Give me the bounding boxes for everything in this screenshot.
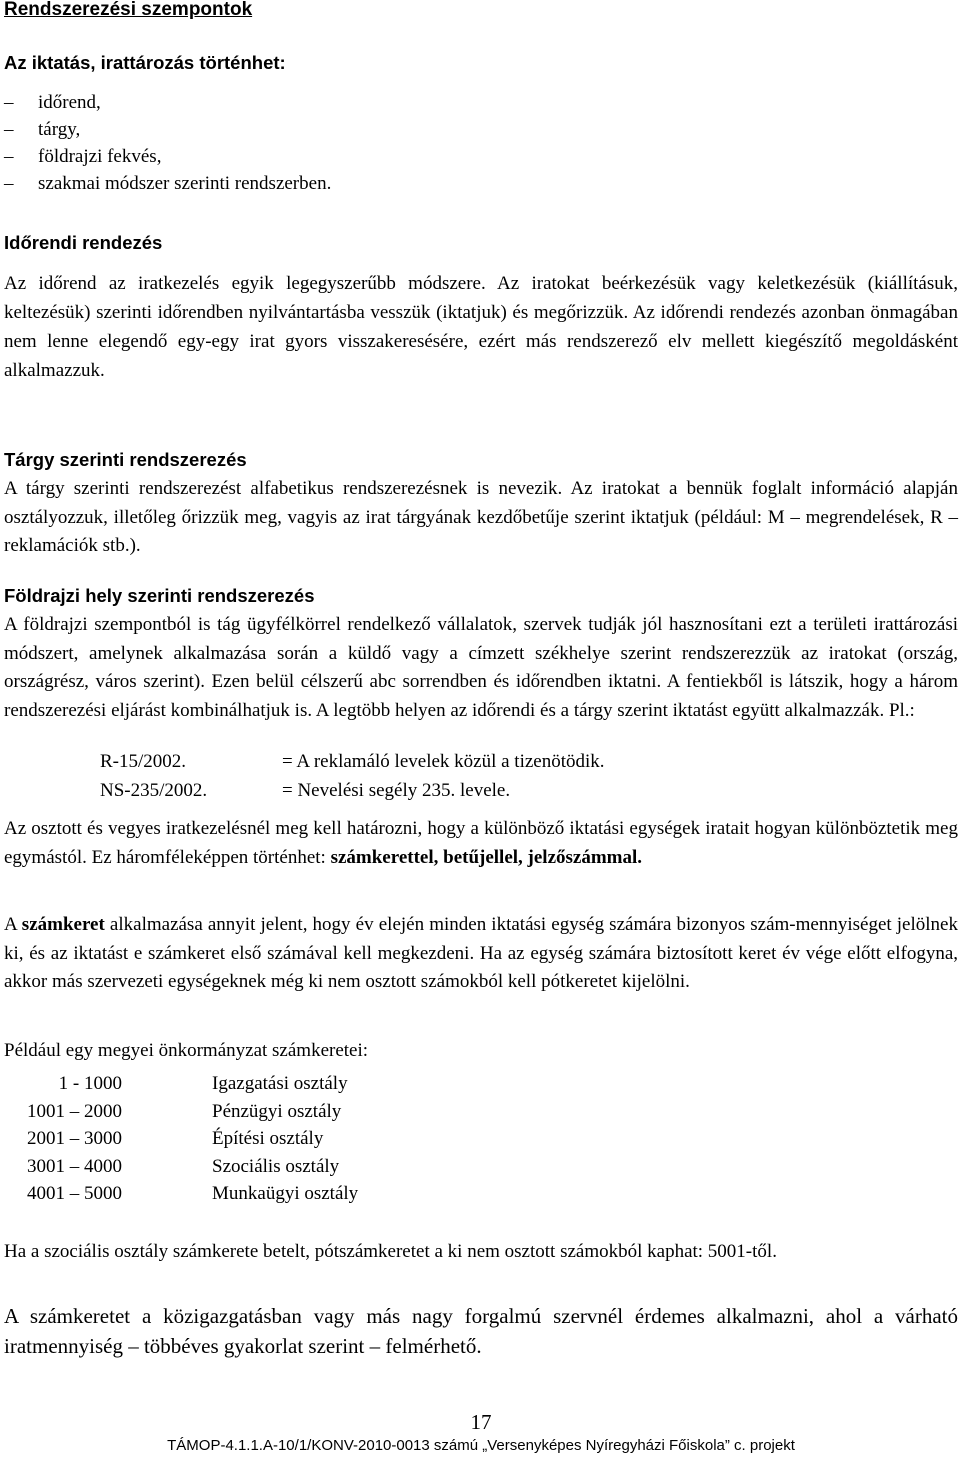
frame-dept: Építési osztály — [212, 1128, 324, 1149]
frame-row — [4, 1070, 604, 1098]
example-code: NS-235/2002. — [100, 780, 208, 801]
example-desc: = Nevelési segély 235. levele. — [282, 780, 511, 801]
page-footer: TÁMOP-4.1.1.A-10/1/KONV-2010-0013 számú „Versenyképes Nyíregyházi Főiskola” c. projekt — [167, 1437, 795, 1454]
distributed-methods: számkerettel, betűjellel, jelzőszámmal. — [330, 847, 643, 868]
paragraph-numframe — [4, 911, 958, 997]
paragraph-distributed — [4, 814, 958, 872]
frame-row — [4, 1098, 604, 1126]
frame-range: 3001 – 4000 — [27, 1156, 122, 1177]
paragraph-closing: A számkeretet a közigazgatásban vagy más nagy forgalmú szervnél érdemes alkalmazni, ahol a várható iratmennyiség – többéves gyakorlat szerint – felmérhető. — [4, 1304, 958, 1358]
paragraph-social-note: Ha a szociális osztály számkerete betelt, pótszámkeretet a ki nem osztott számokból kaphat: 5001-től. — [4, 1241, 777, 1262]
example-code: R-15/2002. — [100, 751, 187, 772]
numframe-pre: A — [4, 914, 22, 935]
list-item: – időrend, — [4, 89, 958, 116]
numframe-text: alkalmazása annyit jelent, hogy év elején minden iktatási egység számára bizonyos szám-mennyiséget jelölnek ki, és az iktatást e számkeret első számával kell megkezdeni. Ha az egység számára biztosított keret év vége előtt elfogyna, akkor más szervezeti egységeknek még ki nem osztott számokból kell pótkeretet kijelölni. — [4, 914, 958, 992]
page-title: Rendszerezési szempontok — [4, 0, 253, 20]
frame-dept: Pénzügyi osztály — [212, 1101, 342, 1122]
frame-range: 4001 – 5000 — [27, 1183, 122, 1204]
frame-range: 1001 – 2000 — [27, 1101, 122, 1122]
distributed-text: Az osztott és vegyes iratkezelésnél meg kell határozni, hogy a különböző iktatási egységek iratait hogyan különböztetik meg egymástól. Ez háromféleképpen történhet: — [4, 818, 958, 868]
example-intro: Például egy megyei önkormányzat számkeretei: — [4, 1040, 369, 1061]
page-number: 17 — [470, 1410, 492, 1434]
section-heading-chrono: Időrendi rendezés — [4, 232, 163, 253]
frame-range: 1 - 1000 — [58, 1073, 122, 1094]
example-desc: = A reklamáló levelek közül a tizenötödik. — [282, 751, 605, 772]
frame-dept: Igazgatási osztály — [212, 1073, 348, 1094]
paragraph-chrono: Az időrend az iratkezelés egyik legegyszerűbb módszere. Az iratokat beérkezésük vagy keletkezésük (kiállításuk, keltezésük) szerinti időrendben nyilvántartásba vesszük (iktatjuk) és megőrizzük. Az időrendi rendezés azonban önmagában nem lenne elegendő egy-egy irat gyors visszakeresésére, ezért más rendszerező elv mellett kiegészítő megoldásként alkalmazzuk. — [4, 273, 958, 381]
section-heading-geo: Földrajzi hely szerinti rendszerezés — [4, 585, 315, 606]
paragraph-subject: A tárgy szerinti rendszerezést alfabetikus rendszerezésnek is nevezik. Az iratokat a bennük foglalt információ alapján osztályozzuk, illetőleg őrizzük meg, vagyis az irat tárgyának kezdőbetűje szerint iktatjuk (például: M – megrendelések, R – reklamációk stb.). — [4, 478, 958, 556]
frame-row — [4, 1180, 604, 1208]
list-item: – tárgy, — [4, 116, 958, 143]
frame-row — [4, 1153, 604, 1181]
frame-dept: Szociális osztály — [212, 1156, 340, 1177]
list-item: – földrajzi fekvés, — [4, 143, 958, 170]
criteria-list — [4, 89, 958, 197]
paragraph-geo: A földrajzi szempontból is tág ügyfélkörrel rendelkező vállalatok, szervek tudják jól hasznosítani ezt a területi irattározási módszert, amelynek alkalmazása során a küldő vagy a címzett székhelye szerint rendszerezzük az iratokat (ország, országrész, város szerint). Ezen belül célszerű abc sorrendben és időrendben iktatni. A fentiekből is látszik, hogy a három rendszerezési eljárást kombinálhatjuk is. A legtöbb helyen az időrendi és a tárgy szerint iktatást együtt alkalmazzák. Pl.: — [4, 614, 958, 721]
frame-range: 2001 – 3000 — [27, 1128, 122, 1149]
numframe-term: számkeret — [21, 914, 105, 935]
frame-row — [4, 1125, 604, 1153]
intro-heading: Az iktatás, irattározás történhet: — [4, 52, 286, 73]
list-item: – szakmai módszer szerinti rendszerben. — [4, 170, 958, 197]
section-heading-subject: Tárgy szerinti rendszerezés — [4, 449, 247, 470]
frame-dept: Munkaügyi osztály — [212, 1183, 359, 1204]
